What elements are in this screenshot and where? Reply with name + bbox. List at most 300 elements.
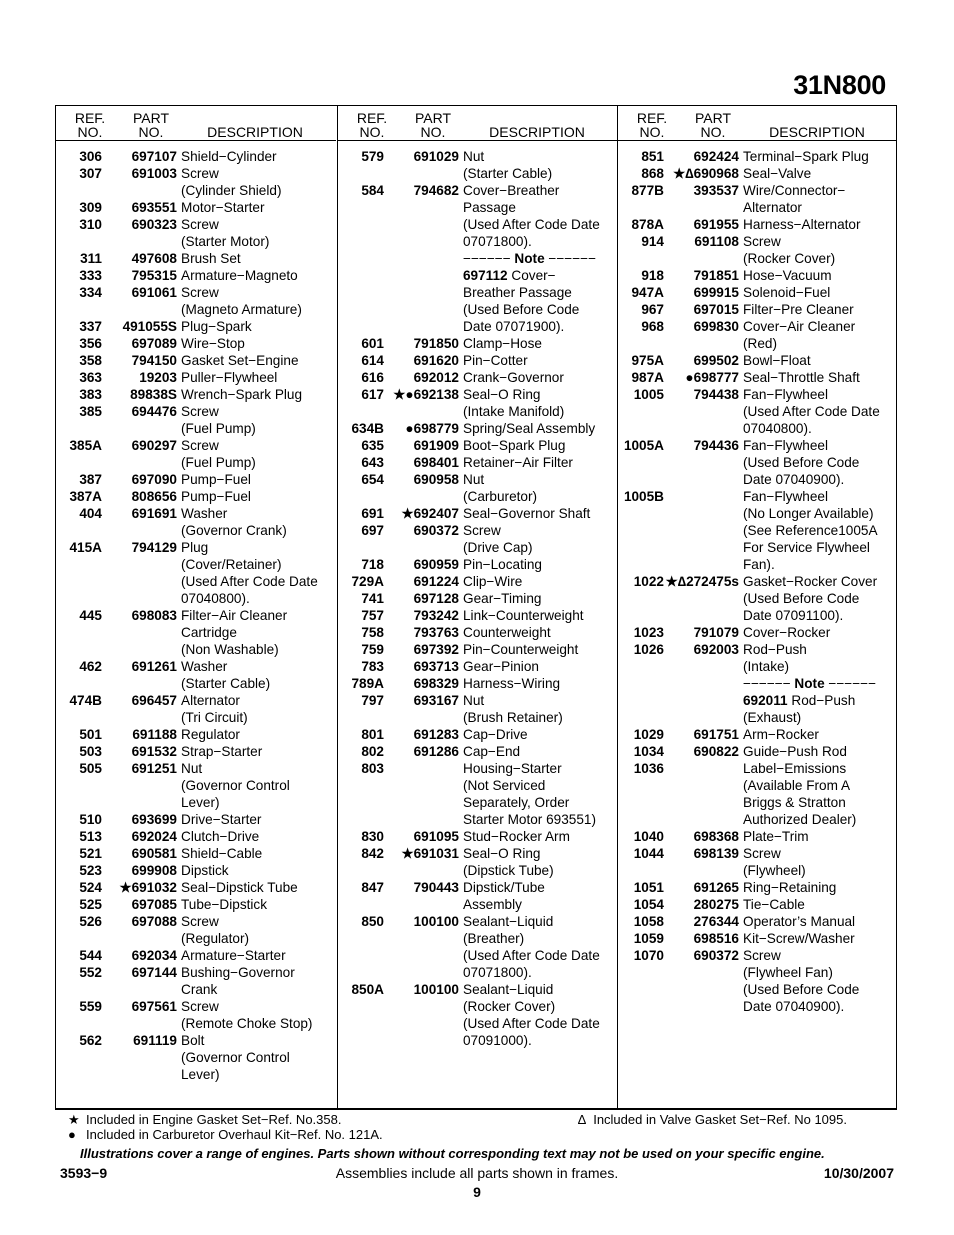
part-number: 691061	[131, 285, 177, 300]
ref-number: 1005B	[623, 489, 664, 504]
description-line: Pump−Fuel	[181, 472, 251, 487]
description-line: Armature−Magneto	[181, 268, 298, 283]
description-line: (Governor Control	[181, 778, 290, 793]
description-line: (Starter Cable)	[463, 166, 553, 181]
ref-number: 847	[361, 880, 384, 895]
ref-number: 559	[79, 999, 102, 1014]
part-description	[743, 624, 830, 641]
description-line: Sealant−Liquid	[463, 982, 554, 997]
description-line: (Used After Code Date	[463, 1016, 600, 1031]
column-header	[618, 110, 897, 141]
description-line: Clip−Wire	[463, 574, 523, 589]
part-row	[338, 760, 617, 828]
ref-number: 1040	[633, 829, 664, 844]
part-description	[181, 539, 318, 607]
part-row	[56, 250, 336, 267]
description-line: (Cover/Retainer)	[181, 557, 282, 572]
part-description	[463, 352, 528, 369]
part-number: 697107	[131, 149, 177, 164]
document-date: 10/30/2007	[823, 1165, 894, 1181]
part-number: 691188	[132, 727, 177, 742]
part-row	[56, 352, 336, 369]
part-description	[743, 233, 835, 267]
part-row	[338, 573, 617, 590]
description-line: Shield−Cylinder	[181, 149, 277, 164]
part-description	[463, 335, 542, 352]
part-description	[743, 726, 819, 743]
part-number: 793763	[413, 625, 459, 640]
part-number: 691532	[131, 744, 177, 759]
description-line: Boot−Spark Plug	[463, 438, 566, 453]
model-number: 31N800	[793, 70, 886, 100]
parts-rows	[618, 148, 897, 1015]
part-number: 692003	[693, 642, 739, 657]
description-line: Stud−Rocker Arm	[463, 829, 570, 844]
ref-number: 445	[79, 608, 102, 623]
part-row	[56, 335, 336, 352]
part-number: 280275	[693, 897, 739, 912]
part-row	[56, 896, 336, 913]
part-number: 89838S	[130, 387, 177, 402]
part-row	[56, 1032, 336, 1083]
part-number: 690372	[693, 948, 739, 963]
part-description	[181, 488, 251, 505]
disclaimer: Illustrations cover a range of engines. Parts shown without corresponding text may not be used on your specific engine.	[80, 1146, 825, 1161]
part-row	[618, 743, 897, 760]
part-number: 794682	[413, 183, 459, 198]
description-line: Seal−O Ring	[463, 387, 541, 402]
part-description	[743, 386, 880, 437]
description-line: (Dipstick Tube)	[463, 863, 554, 878]
description-line: Tie−Cable	[743, 897, 805, 912]
ref-number: 868	[641, 166, 664, 181]
description-line: (Remote Choke Stop)	[181, 1016, 313, 1031]
part-number: 693699	[131, 812, 177, 827]
part-number: 100100	[413, 914, 459, 929]
ref-number: 523	[79, 863, 102, 878]
part-number: 393537	[693, 183, 739, 198]
description-line: (Starter Motor)	[181, 234, 270, 249]
part-number: 697144	[131, 965, 177, 980]
part-number: 698516	[693, 931, 739, 946]
part-number: 697128	[413, 591, 459, 606]
ref-number: 1029	[633, 727, 664, 742]
part-row	[56, 828, 336, 845]
part-description	[463, 420, 595, 437]
footnote-star: ★ Included in Engine Gasket Set−Ref. No.358.	[68, 1112, 342, 1127]
header-ref-no: REF. NO.	[636, 110, 668, 140]
part-description	[181, 811, 261, 828]
part-description	[181, 267, 298, 284]
part-number: 791079	[693, 625, 739, 640]
part-row	[618, 301, 897, 318]
part-description	[463, 607, 584, 624]
description-line: Lever)	[181, 1067, 220, 1082]
part-description	[181, 658, 270, 692]
description-line: Nut	[463, 693, 485, 708]
part-number: 795315	[131, 268, 177, 283]
part-row	[618, 318, 897, 352]
description-line: Drive−Starter	[181, 812, 262, 827]
part-row	[618, 233, 897, 267]
ref-number: 526	[79, 914, 102, 929]
part-number: ★691032	[119, 880, 177, 895]
part-number: 698368	[693, 829, 739, 844]
part-row	[338, 454, 617, 471]
part-description	[463, 369, 564, 386]
description-line: (Fuel Pump)	[181, 455, 256, 470]
part-number: 691003	[131, 166, 177, 181]
part-number: 690297	[131, 438, 177, 453]
part-row	[56, 471, 336, 488]
part-row	[56, 913, 336, 947]
ref-number: 356	[79, 336, 102, 351]
ref-number: 552	[79, 965, 102, 980]
ref-number: 1044	[633, 846, 664, 861]
header-part-no: PART NO.	[694, 110, 732, 140]
part-number: 100100	[413, 982, 459, 997]
ref-number: 947A	[631, 285, 664, 300]
ref-number: 1070	[633, 948, 664, 963]
ref-number: 851	[641, 149, 664, 164]
part-description	[181, 250, 241, 267]
ref-number: 850	[361, 914, 384, 929]
part-description	[181, 284, 302, 318]
part-row	[618, 930, 897, 947]
description-line: Breather Passage	[463, 285, 572, 300]
part-row	[338, 590, 617, 607]
part-description	[181, 760, 290, 811]
description-line: Screw	[743, 846, 781, 861]
description-line: Gear−Timing	[463, 591, 542, 606]
ref-number: 741	[361, 591, 384, 606]
part-row	[56, 760, 336, 811]
part-description	[463, 913, 600, 981]
description-line: Nut	[181, 761, 203, 776]
parts-rows	[338, 148, 617, 1049]
description-line: Wire/Connector−	[743, 183, 846, 198]
part-description	[181, 165, 281, 199]
part-description	[743, 896, 805, 913]
description-line: (Flywheel)	[743, 863, 806, 878]
header-part-no: PART NO.	[414, 110, 452, 140]
ref-number: 634B	[351, 421, 384, 436]
ref-number: 387A	[69, 489, 102, 504]
description-line: (Drive Cap)	[463, 540, 533, 555]
part-row	[338, 556, 617, 573]
description-line: Fan−Flywheel	[743, 387, 829, 402]
part-row	[56, 692, 336, 726]
part-row	[618, 284, 897, 301]
part-row	[338, 505, 617, 522]
part-number: 699830	[693, 319, 739, 334]
part-description	[181, 998, 312, 1032]
part-description	[743, 267, 832, 284]
ref-number: 914	[641, 234, 664, 249]
description-line: Separately, Order	[463, 795, 570, 810]
header-description: DESCRIPTION	[769, 124, 865, 140]
part-description	[463, 743, 520, 760]
part-description	[181, 148, 277, 165]
description-line: Clutch−Drive	[181, 829, 260, 844]
description-line: Guide−Push Rod	[743, 744, 847, 759]
description-line: Bolt	[181, 1033, 205, 1048]
part-description	[463, 573, 522, 590]
part-number: 808656	[131, 489, 177, 504]
description-line: (Breather)	[463, 931, 525, 946]
part-row	[618, 947, 897, 1015]
part-row	[56, 743, 336, 760]
description-line: Clamp−Hose	[463, 336, 542, 351]
ref-number: 521	[79, 846, 102, 861]
part-number: 691029	[413, 149, 459, 164]
description-line: (Regulator)	[181, 931, 249, 946]
description-line: Brush Set	[181, 251, 241, 266]
part-row	[338, 624, 617, 641]
part-number: 691251	[131, 761, 177, 776]
part-description	[743, 760, 856, 828]
part-row	[338, 182, 617, 335]
description-line: Sealant−Liquid	[463, 914, 554, 929]
part-description	[743, 828, 809, 845]
part-row	[56, 811, 336, 828]
part-row	[56, 216, 336, 250]
ref-number: 474B	[69, 693, 102, 708]
parts-list-table	[55, 105, 897, 1110]
assemblies-note: Assemblies include all parts shown in frames.	[335, 1165, 619, 1181]
description-line: Harness−Wiring	[463, 676, 561, 691]
ref-number: 757	[361, 608, 384, 623]
description-line: Terminal−Spark Plug	[743, 149, 869, 164]
part-description	[181, 199, 264, 216]
part-description	[463, 658, 539, 675]
part-row	[338, 148, 617, 182]
description-line: Crank−Governor	[463, 370, 564, 385]
document-number: 3593−9	[60, 1165, 108, 1181]
description-line: Hose−Vacuum	[743, 268, 832, 283]
ref-number: 691	[361, 506, 384, 521]
part-description	[743, 301, 854, 318]
part-row	[338, 471, 617, 505]
description-line: Screw	[463, 523, 501, 538]
description-line: Wrench−Spark Plug	[181, 387, 303, 402]
description-line: Fan).	[743, 557, 775, 572]
part-description	[463, 879, 545, 913]
ref-number: 363	[79, 370, 102, 385]
description-line: (See Reference1005A	[743, 523, 878, 538]
description-line: Crank	[181, 982, 218, 997]
part-number: 794436	[693, 438, 739, 453]
part-row	[338, 437, 617, 454]
part-description	[463, 590, 541, 607]
ref-number: 758	[361, 625, 384, 640]
description-line: (Governor Control	[181, 1050, 290, 1065]
part-description	[181, 828, 259, 845]
description-line: Counterweight	[463, 625, 551, 640]
part-number: 692424	[693, 149, 739, 164]
part-number: 697015	[693, 302, 739, 317]
description-line: Screw	[743, 234, 781, 249]
part-description	[743, 148, 869, 165]
part-row	[56, 947, 336, 964]
description-line: (No Longer Available)	[743, 506, 874, 521]
part-description	[463, 437, 565, 454]
part-row	[618, 437, 897, 488]
delta-icon: ∆	[578, 1112, 586, 1127]
ref-number: 510	[79, 812, 102, 827]
description-line: Cap−Drive	[463, 727, 528, 742]
part-row	[338, 335, 617, 352]
ref-number: 525	[79, 897, 102, 912]
part-description	[181, 845, 262, 862]
description-line: Pin−Locating	[463, 557, 542, 572]
part-row	[56, 539, 336, 607]
ref-number: 1054	[633, 897, 664, 912]
part-description	[463, 182, 600, 335]
part-row	[618, 896, 897, 913]
part-description	[181, 437, 256, 471]
header-description: DESCRIPTION	[207, 124, 303, 140]
part-row	[56, 658, 336, 692]
ref-number: 1005	[633, 387, 664, 402]
part-row	[338, 386, 617, 420]
part-row	[56, 964, 336, 998]
description-line: Arm−Rocker	[743, 727, 819, 742]
part-number: 698083	[131, 608, 177, 623]
description-line: (Fuel Pump)	[181, 421, 256, 436]
ref-number: 718	[361, 557, 384, 572]
part-row	[56, 148, 336, 165]
part-number: ★●692138	[393, 387, 459, 402]
part-row	[618, 573, 897, 624]
ref-number: 601	[361, 336, 384, 351]
ref-number: 878A	[631, 217, 664, 232]
ref-number: 830	[361, 829, 384, 844]
part-row	[618, 726, 897, 743]
ref-number: 1059	[633, 931, 664, 946]
footnotes	[68, 1112, 383, 1142]
ref-number: 617	[361, 387, 384, 402]
part-number: 794129	[131, 540, 177, 555]
header-part-no: PART NO.	[132, 110, 170, 140]
description-line: Spring/Seal Assembly	[463, 421, 596, 436]
part-description	[743, 284, 830, 301]
description-line: Link−Counterweight	[463, 608, 584, 623]
ref-number: 1058	[633, 914, 664, 929]
ref-number: 309	[79, 200, 102, 215]
part-number: ●698777	[685, 370, 739, 385]
description-line: Seal−O Ring	[463, 846, 541, 861]
description-line: Filter−Pre Cleaner	[743, 302, 854, 317]
ref-number: 1022	[633, 574, 664, 589]
part-number: 698329	[413, 676, 459, 691]
part-number: 691955	[693, 217, 739, 232]
part-row	[56, 726, 336, 743]
description-line: (Used After Code Date	[181, 574, 318, 589]
part-number: 790443	[413, 880, 459, 895]
ref-number: 801	[361, 727, 384, 742]
description-line: Gear−Pinion	[463, 659, 539, 674]
description-line: 697112 Cover−	[463, 268, 556, 283]
description-line: Screw	[181, 438, 219, 453]
part-description	[181, 369, 277, 386]
part-number: ●698779	[405, 421, 459, 436]
description-line: (Non Washable)	[181, 642, 279, 657]
part-number: ★692407	[401, 506, 459, 521]
description-line: Seal−Valve	[743, 166, 812, 181]
part-description	[463, 675, 560, 692]
description-line: Pump−Fuel	[181, 489, 251, 504]
ref-number: 505	[79, 761, 102, 776]
part-description	[463, 641, 578, 658]
description-line: (Governor Crank)	[181, 523, 287, 538]
ref-number: 968	[641, 319, 664, 334]
description-line: Puller−Flywheel	[181, 370, 278, 385]
part-row	[338, 726, 617, 743]
part-row	[618, 165, 897, 182]
part-row	[56, 488, 336, 505]
part-description	[463, 148, 552, 182]
part-number: 691286	[413, 744, 459, 759]
part-description	[181, 335, 245, 352]
part-row	[338, 743, 617, 760]
part-number: 690958	[413, 472, 459, 487]
description-line: Alternator	[743, 200, 802, 215]
description-line: (Rocker Cover)	[743, 251, 836, 266]
description-line: Screw	[181, 914, 219, 929]
part-number: 690959	[413, 557, 459, 572]
part-row	[618, 216, 897, 233]
ref-number: 513	[79, 829, 102, 844]
part-row	[56, 386, 336, 403]
ref-number: 462	[79, 659, 102, 674]
part-number: 691119	[133, 1033, 177, 1048]
part-number: 691095	[413, 829, 459, 844]
ref-number: 877B	[631, 183, 664, 198]
description-line: Dipstick	[181, 863, 229, 878]
part-description	[463, 556, 542, 573]
part-description	[181, 1032, 290, 1083]
part-description	[743, 488, 878, 573]
part-description	[181, 947, 286, 964]
column-header	[338, 110, 617, 141]
part-row	[338, 522, 617, 556]
description-line: 692011 Rod−Push	[743, 693, 856, 708]
part-number	[664, 760, 739, 828]
part-description	[181, 216, 269, 250]
part-number: 691108	[694, 234, 739, 249]
ref-number: 918	[641, 268, 664, 283]
description-line: Retainer−Air Filter	[463, 455, 573, 470]
part-description	[743, 165, 811, 182]
part-description	[181, 403, 256, 437]
part-row	[56, 267, 336, 284]
part-number: 699908	[131, 863, 177, 878]
description-line: Solenoid−Fuel	[743, 285, 831, 300]
description-line: (Cylinder Shield)	[181, 183, 282, 198]
header-description: DESCRIPTION	[489, 124, 585, 140]
description-line: Shield−Cable	[181, 846, 263, 861]
ref-number: 803	[361, 761, 384, 776]
part-number	[664, 488, 739, 573]
description-line: Nut	[463, 149, 485, 164]
ref-number: 307	[79, 166, 102, 181]
part-number: 691265	[693, 880, 739, 895]
part-row	[338, 658, 617, 675]
description-line: Kit−Screw/Washer	[743, 931, 855, 946]
part-description	[463, 828, 570, 845]
part-number: 698401	[413, 455, 459, 470]
